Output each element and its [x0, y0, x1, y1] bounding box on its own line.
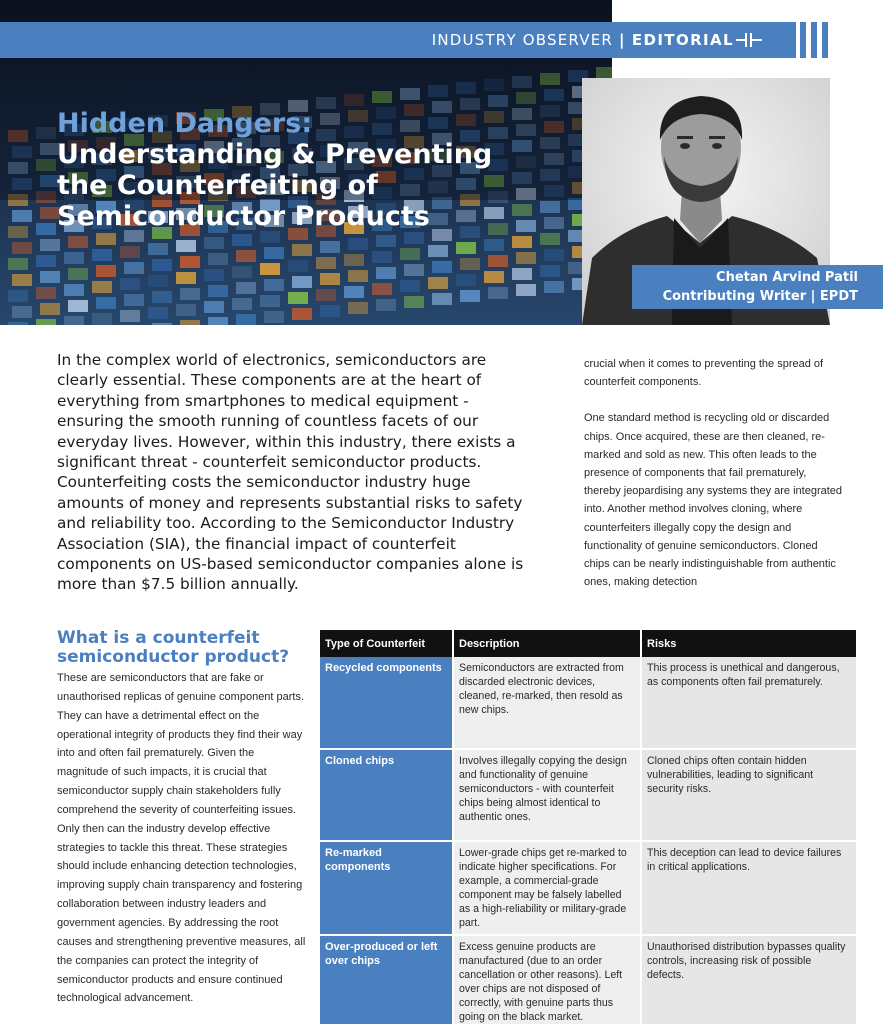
lead-paragraph: In the complex world of electronics, semiconductors are clearly essential. These components are at the heart of everything from smartphones to medical equipment - ensuring the smooth running of countless facets of our everyday lives. However, within this industry, there exists a significant threat - counterfeit semiconductor products. Counterfeiting costs the semiconductor industry huge amounts of money and represents substantial risks to safety and reliability too. According to the Semiconductor Industry Association (SIA), the financial impact of counterfeit components on US-based semiconductor companies alone is more than $7.5 billion annually. [57, 351, 524, 594]
table-row [320, 935, 856, 1024]
right-paragraph-2: One standard method is recycling old or discarded chips. Once acquired, these are then cleaned, re-marked and sold as new. This often leads to the presence of components that fail prematurely, thereby jeopardising any systems they are integrated into. Another method involves cloning, where counterfeiters illegally copy the design and functionality of genuine semiconductors. Cloned chips can be nearly indistinguishable from authentic ones, making detection [584, 412, 843, 589]
cell-risks: Unauthorised distribution bypasses quality controls, increasing risk of possible defects. [641, 935, 856, 1024]
decorative-bars [800, 22, 830, 58]
hero [0, 0, 883, 325]
table-row [320, 749, 856, 841]
cell-type: Over-produced or left over chips [320, 935, 453, 1024]
header-description: Description [453, 630, 641, 657]
header-risks: Risks [641, 630, 856, 657]
circuit-capacitor-icon [736, 33, 762, 47]
section-label: INDUSTRY OBSERVER | EDITORIAL [431, 31, 734, 49]
right-paragraph-1: crucial when it comes to preventing the spread of counterfeit components. [584, 358, 824, 389]
table-row [320, 657, 856, 749]
section-heading: What is a counterfeit semiconductor product? [57, 628, 290, 667]
article-title: Hidden Dangers: Understanding & Preventing the Counterfeiting of Semiconductor Products [57, 108, 493, 232]
right-column [584, 355, 844, 591]
cell-type: Cloned chips [320, 749, 453, 841]
cell-risks: Cloned chips often contain hidden vulnerabilities, leading to significant security risks. [641, 749, 856, 841]
counterfeit-types-table [320, 630, 856, 1024]
header-type: Type of Counterfeit [320, 630, 453, 657]
cell-description: Involves illegally copying the design and functionality of genuine semiconductors - with counterfeit chips being almost identical to authentic ones. [453, 749, 641, 841]
cell-type: Recycled components [320, 657, 453, 749]
author-role: Contributing Writer | EPDT [662, 289, 858, 304]
cell-description: Semiconductors are extracted from discarded electronic devices, cleaned, re-marked, then resold as new chips. [453, 657, 641, 749]
left-column-paragraph: These are semiconductors that are fake or unauthorised replicas of genuine component parts. They can have a detrimental effect on the operational integrity of products they find their way into and often fail prematurely. Given the magnitude of such impacts, it is crucial that semiconductor supply chain stakeholders fully comprehend the severity of counterfeiting issues. Only then can the industry develop effective strategies to tackle this threat. These strategies should include enhancing detection technologies, improving supply chain transparency and fostering collaboration between industry leaders and government agencies. By addressing the root causes and strengthening preventive measures, all the companies can protect the integrity of semiconductor products and ensure continued technological advancement. [57, 672, 306, 1005]
cell-risks: This deception can lead to device failures in critical applications. [641, 841, 856, 935]
table-header-row [320, 630, 856, 657]
cell-description: Lower-grade chips get re-marked to indicate higher specifications. For example, a commercial-grade component may be falsely labelled as a high-reliability or military-grade part. [453, 841, 641, 935]
cell-description: Excess genuine products are manufactured (due to an order cancellation or other reasons). Left over chips are not disposed of correctly, with genuine parts thus going on the black market. [453, 935, 641, 1024]
cell-risks: This process is unethical and dangerous, as components often fail prematurely. [641, 657, 856, 749]
author-byline [632, 265, 883, 309]
section-banner [0, 22, 796, 58]
author-name: Chetan Arvind Patil [716, 270, 858, 285]
category-label: EDITORIAL [631, 31, 734, 49]
table-row [320, 841, 856, 935]
cell-type: Re-marked components [320, 841, 453, 935]
